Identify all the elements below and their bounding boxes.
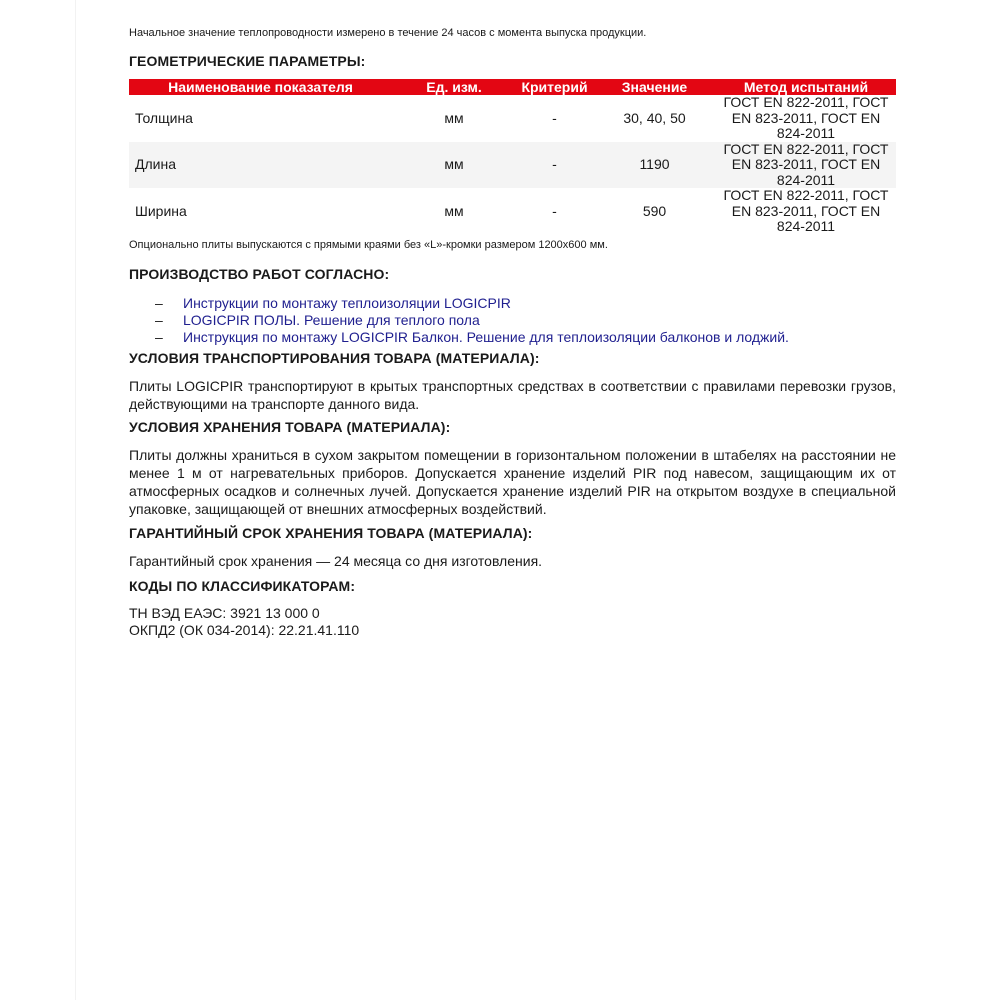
row-name: Ширина	[135, 202, 187, 219]
list-item	[129, 312, 896, 329]
classifier-codes	[129, 605, 896, 640]
row-value: 590	[642, 202, 667, 219]
dash-bullet: –	[155, 294, 163, 311]
storage-text: Плиты должны храниться в сухом закрытом помещении в горизонтальном положении в штабелях на расстоянии не менее 1 м от нагревательных приборов. Допускается хранение изделий PIR под навесом, защищающим их от атмосферных осадков и солнечных лучей. Допускается хранение изделий PIR на открытом воздухе в специальной упаковке, защищающей от внешних атмосферных воздействий.	[129, 446, 896, 517]
row-unit: мм	[444, 156, 464, 172]
row-method: ГОСТ EN 822-2011, ГОСТ EN 823-2011, ГОСТ EN 824-2011	[723, 94, 889, 141]
link-installation-instructions[interactable]: Инструкции по монтажу теплоизоляции LOGICPIR	[183, 294, 511, 311]
edge-option-note: Опционально плиты выпускаются с прямыми краями без «L»-кромки размером 1200х600 мм.	[129, 238, 608, 251]
link-floors-solution[interactable]: LOGICPIR ПОЛЫ. Решение для теплого пола	[183, 311, 480, 328]
dash-bullet: –	[155, 311, 163, 328]
row-value: 30, 40, 50	[623, 109, 686, 126]
code-okpd2: ОКПД2 (ОК 034-2014): 22.21.41.110	[129, 622, 360, 638]
row-unit: мм	[444, 109, 464, 126]
codes-heading: КОДЫ ПО КЛАССИФИКАТОРАМ:	[129, 577, 356, 594]
list-item	[129, 295, 896, 312]
table-row	[129, 188, 896, 235]
geometry-heading: ГЕОМЕТРИЧЕСКИЕ ПАРАМЕТРЫ:	[129, 53, 366, 69]
column-header-unit: Ед. изм.	[426, 79, 482, 95]
row-criterion: -	[552, 202, 557, 219]
row-method: ГОСТ EN 822-2011, ГОСТ EN 823-2011, ГОСТ EN 824-2011	[723, 187, 889, 234]
document-content	[129, 26, 896, 640]
storage-heading: УСЛОВИЯ ХРАНЕНИЯ ТОВАРА (МАТЕРИАЛА):	[129, 418, 451, 435]
geometry-table	[129, 79, 896, 235]
warranty-text: Гарантийный срок хранения — 24 месяца со дня изготовления.	[129, 552, 543, 569]
link-balcony-instructions[interactable]: Инструкция по монтажу LOGICPIR Балкон. Решение для теплоизоляции балконов и лоджий.	[183, 328, 789, 345]
row-name: Длина	[135, 156, 176, 172]
table-row	[129, 142, 896, 189]
warranty-heading: ГАРАНТИЙНЫЙ СРОК ХРАНЕНИЯ ТОВАРА (МАТЕРИАЛА):	[129, 524, 533, 541]
row-criterion: -	[552, 109, 557, 126]
column-header-criterion: Критерий	[521, 79, 588, 95]
column-header-name: Наименование показателя	[168, 79, 353, 95]
column-header-value: Значение	[621, 79, 688, 95]
row-name: Толщина	[135, 109, 193, 126]
dash-bullet: –	[155, 328, 163, 345]
column-header-method: Метод испытаний	[743, 79, 869, 95]
row-value: 1190	[639, 156, 670, 172]
page-edge-line	[75, 0, 76, 1000]
table-header-row	[129, 79, 896, 95]
transport-heading: УСЛОВИЯ ТРАНСПОРТИРОВАНИЯ ТОВАРА (МАТЕРИАЛА):	[129, 349, 540, 366]
row-criterion: -	[552, 156, 557, 172]
code-tnved: ТН ВЭД ЕАЭС: 3921 13 000 0	[129, 604, 320, 621]
production-heading: ПРОИЗВОДСТВО РАБОТ СОГЛАСНО:	[129, 265, 390, 282]
table-row	[129, 95, 896, 142]
instruction-links-list	[129, 295, 896, 346]
row-method: ГОСТ EN 822-2011, ГОСТ EN 823-2011, ГОСТ EN 824-2011	[723, 140, 889, 188]
transport-text: Плиты LOGICPIR транспортируют в крытых транспортных средствах в соответствии с правилами перевозки грузов, действующими на транспорте данного вида.	[129, 377, 896, 412]
list-item	[129, 329, 896, 346]
thermal-conductivity-note: Начальное значение теплопроводности измерено в течение 24 часов с момента выпуска продукции.	[129, 27, 647, 39]
row-unit: мм	[444, 202, 464, 219]
